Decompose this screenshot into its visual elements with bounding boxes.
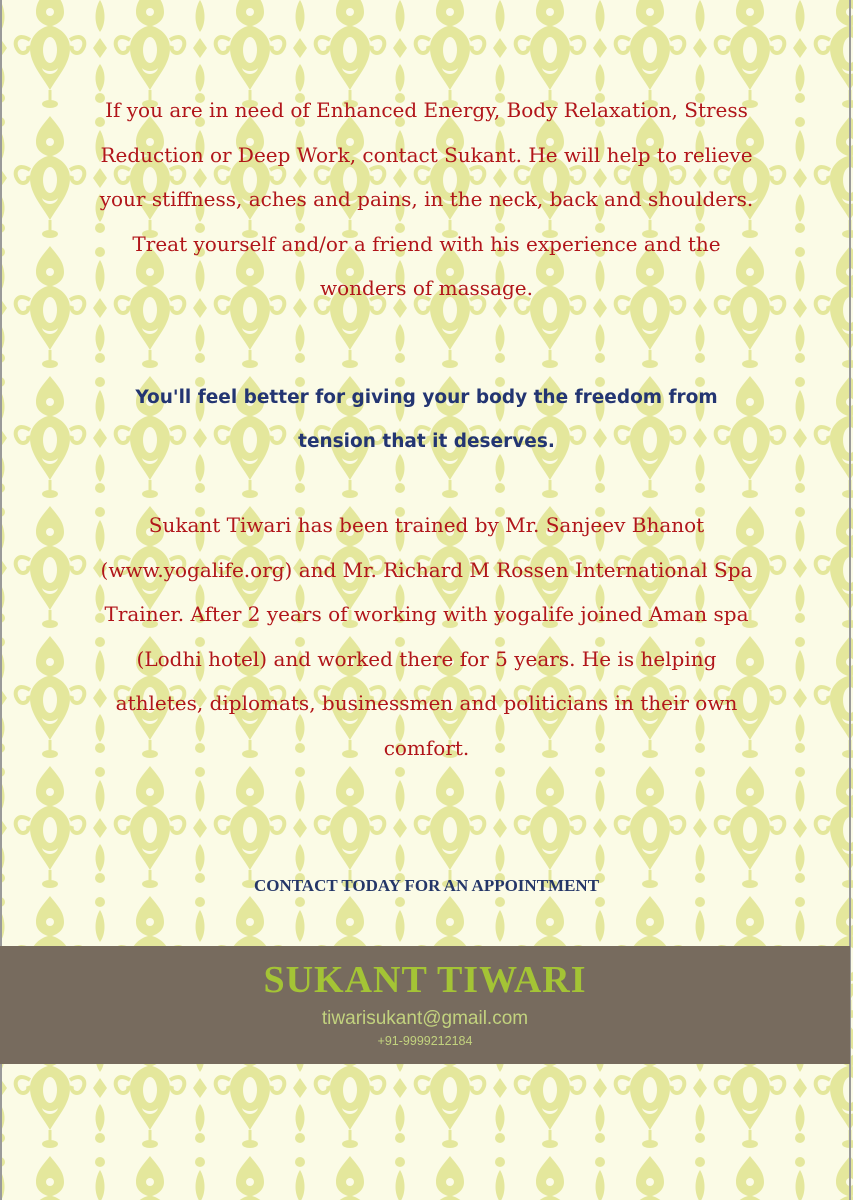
- intro-line: wonders of massage.: [320, 276, 533, 300]
- intro-line: If you are in need of Enhanced Energy, Body Relaxation, Stress: [105, 98, 748, 122]
- footer-email[interactable]: tiwarisukant@gmail.com: [321, 1008, 529, 1029]
- intro-paragraph: [90, 88, 763, 311]
- bio-line: comfort.: [383, 735, 470, 760]
- footer-contact-band: [0, 946, 850, 1064]
- intro-line: Reduction or Deep Work, contact Sukant. He will help to relieve: [100, 142, 753, 167]
- intro-line: your stiffness, aches and pains, in the neck, back and shoulders.: [99, 187, 754, 211]
- bio-line: (Lodhi hotel) and worked there for 5 years. He is helping: [136, 646, 717, 671]
- highlight-line: tension that it deserves.: [298, 431, 555, 452]
- footer-phone[interactable]: +91-9999212184: [377, 1034, 473, 1048]
- highlight-statement: [80, 376, 773, 464]
- bio-line: (www.yogalife.org) and Mr. Richard M Rossen International Spa: [100, 557, 753, 582]
- bio-line: athletes, diplomats, businessmen and politicians in their own: [115, 691, 738, 715]
- intro-line: Treat yourself and/or a friend with his experience and the: [132, 231, 721, 256]
- bio-line: Sukant Tiwari has been trained by Mr. Sanjeev Bhanot: [148, 513, 705, 537]
- highlight-line: You'll feel better for giving your body the freedom from: [135, 387, 718, 408]
- contact-call-to-action: CONTACT TODAY FOR AN APPOINTMENT: [253, 876, 600, 895]
- footer-name: SUKANT TIWARI: [263, 959, 587, 1001]
- bio-paragraph: [90, 503, 763, 770]
- bio-line: Trainer. After 2 years of working with yogalife joined Aman spa: [104, 602, 749, 626]
